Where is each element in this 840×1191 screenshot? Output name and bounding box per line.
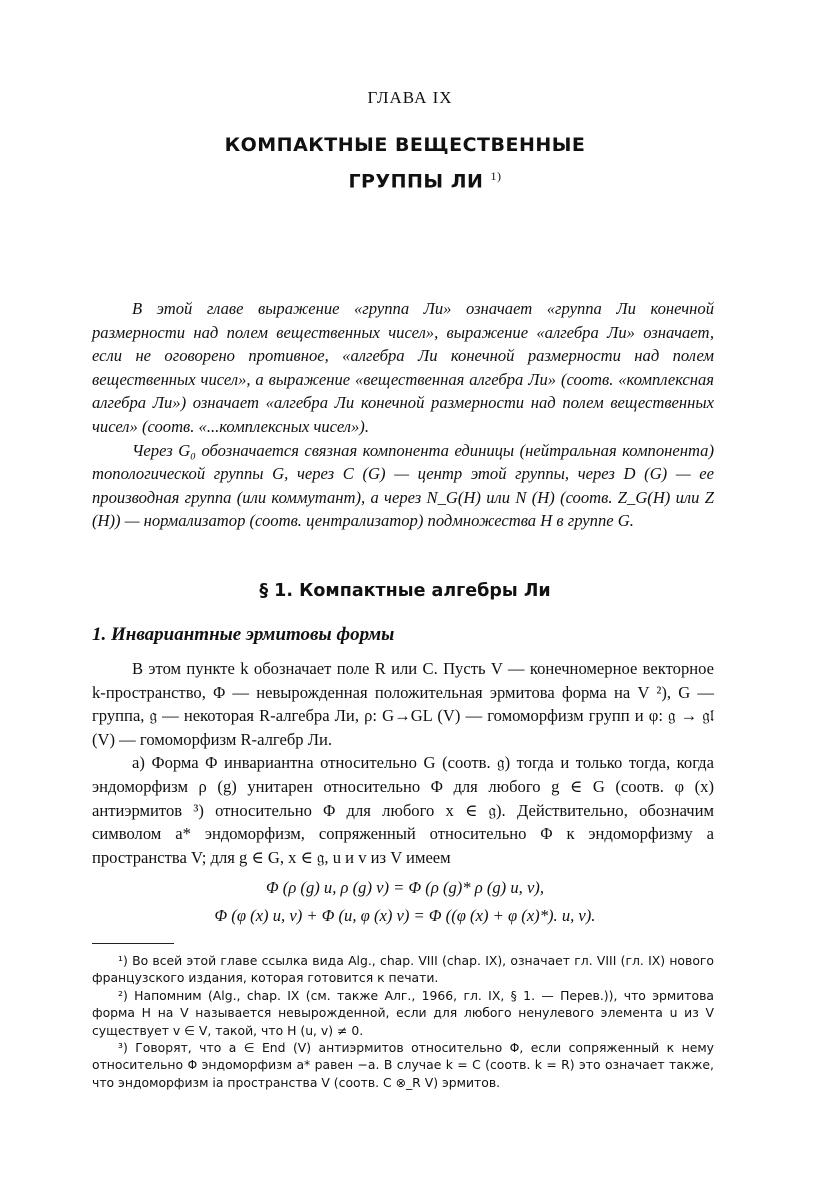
footnote-3: ³) Говорят, что a ∈ End (V) антиэрмитов относительно Φ, если сопряженный к нему относительно Φ эндоморфизм a* равен −a. В случае k = C (соотв. k = R) это означает также, что эндоморфизм ia пространства V (соотв. C ⊗_R V) эрмитов. [92, 1040, 714, 1090]
chapter-title-line-2 [0, 161, 810, 197]
footnote-2: ²) Напомним (Alg., chap. IX (см. также Алг., 1966, гл. IX, § 1. — Перев.)), что эрмитова форма H на V называется невырожденной, если для любого ненулевого элемента u из V существует v ∈ V, такой, что H (u, v) ≠ 0. [92, 987, 714, 1038]
footnotes [92, 952, 714, 1091]
section-heading: § 1. Компактные алгебры Ли [259, 581, 551, 601]
intro-paragraph-2: Через G₀ обозначается связная компонента единицы (нейтральная компонента) топологической группы G, через C (G) — центр этой группы, через D (G) — ее производная группа (или коммутант), а через N_G(H) или N (H) (соотв. Z_G(H) или Z (H)) — нормализатор (соотв. централизатор) подмножества H в группе G. [92, 440, 714, 531]
chapter-title-line-1: КОМПАКТНЫЕ ВЕЩЕСТВЕННЫЕ [224, 134, 586, 156]
main-text [92, 657, 714, 869]
chapter-title-line-2-text: ГРУППЫ ЛИ [348, 170, 484, 193]
chapter-title [0, 130, 810, 197]
chapter-label: ГЛАВА IX [367, 88, 453, 107]
main-paragraph-2: а) Форма Φ инвариантна относительно G (соотв. 𝔤) тогда и только тогда, когда эндоморфизм ρ (g) унитарен относительно Φ для любого g ∈ G (соотв. φ (x) антиэрмитов ³) относительно Φ для любого x ∈ 𝔤). Действительно, обозначим символом a* эндоморфизм, сопряженный относительно Φ к эндоморфизму a пространства V; для g ∈ G, x ∈ 𝔤, u и v из V имеем [92, 753, 714, 867]
formula-2: Φ (φ (x) u, v) + Φ (u, φ (x) v) = Φ ((φ (x) + φ (x)*). u, v). [214, 906, 596, 925]
intro-block [92, 297, 714, 533]
subsection-heading: 1. Инвариантные эрмитовы формы [92, 624, 395, 645]
formula-1: Φ (ρ (g) u, ρ (g) v) = Φ (ρ (g)* ρ (g) u, v), [266, 878, 544, 897]
footnote-divider [92, 943, 174, 944]
intro-paragraph-1: В этой главе выражение «группа Ли» означает «группа Ли конечной размерности над полем вещественных чисел», выражение «алгебра Ли» означает, если не оговорено противное, «алгебра Ли конечной размерности над полем вещественных чисел», а выражение «вещественная алгебра Ли» (соотв. «комплексная алгебра Ли») означает «алгебра Ли конечной размерности над полем вещественных чисел» (соотв. «...комплексных чисел»). [92, 299, 714, 436]
chapter-title-footnote-mark: 1) [490, 169, 502, 183]
main-paragraph-1: В этом пункте k обозначает поле R или C. Пусть V — конечномерное векторное k-пространство, Φ — невырожденная положительная эрмитова форма на V ²), G — группа, 𝔤 — некоторая R-алгебра Ли, ρ: G→GL (V) — гомоморфизм групп и φ: 𝔤 → 𝔤𝔩 (V) — гомоморфизм R-алгебр Ли. [92, 659, 714, 749]
footnote-1: ¹) Во всей этой главе ссылка вида Alg., chap. VIII (chap. IX), означает гл. VIII (гл. IX) нового французского издания, которая готовится к печати. [92, 953, 714, 986]
